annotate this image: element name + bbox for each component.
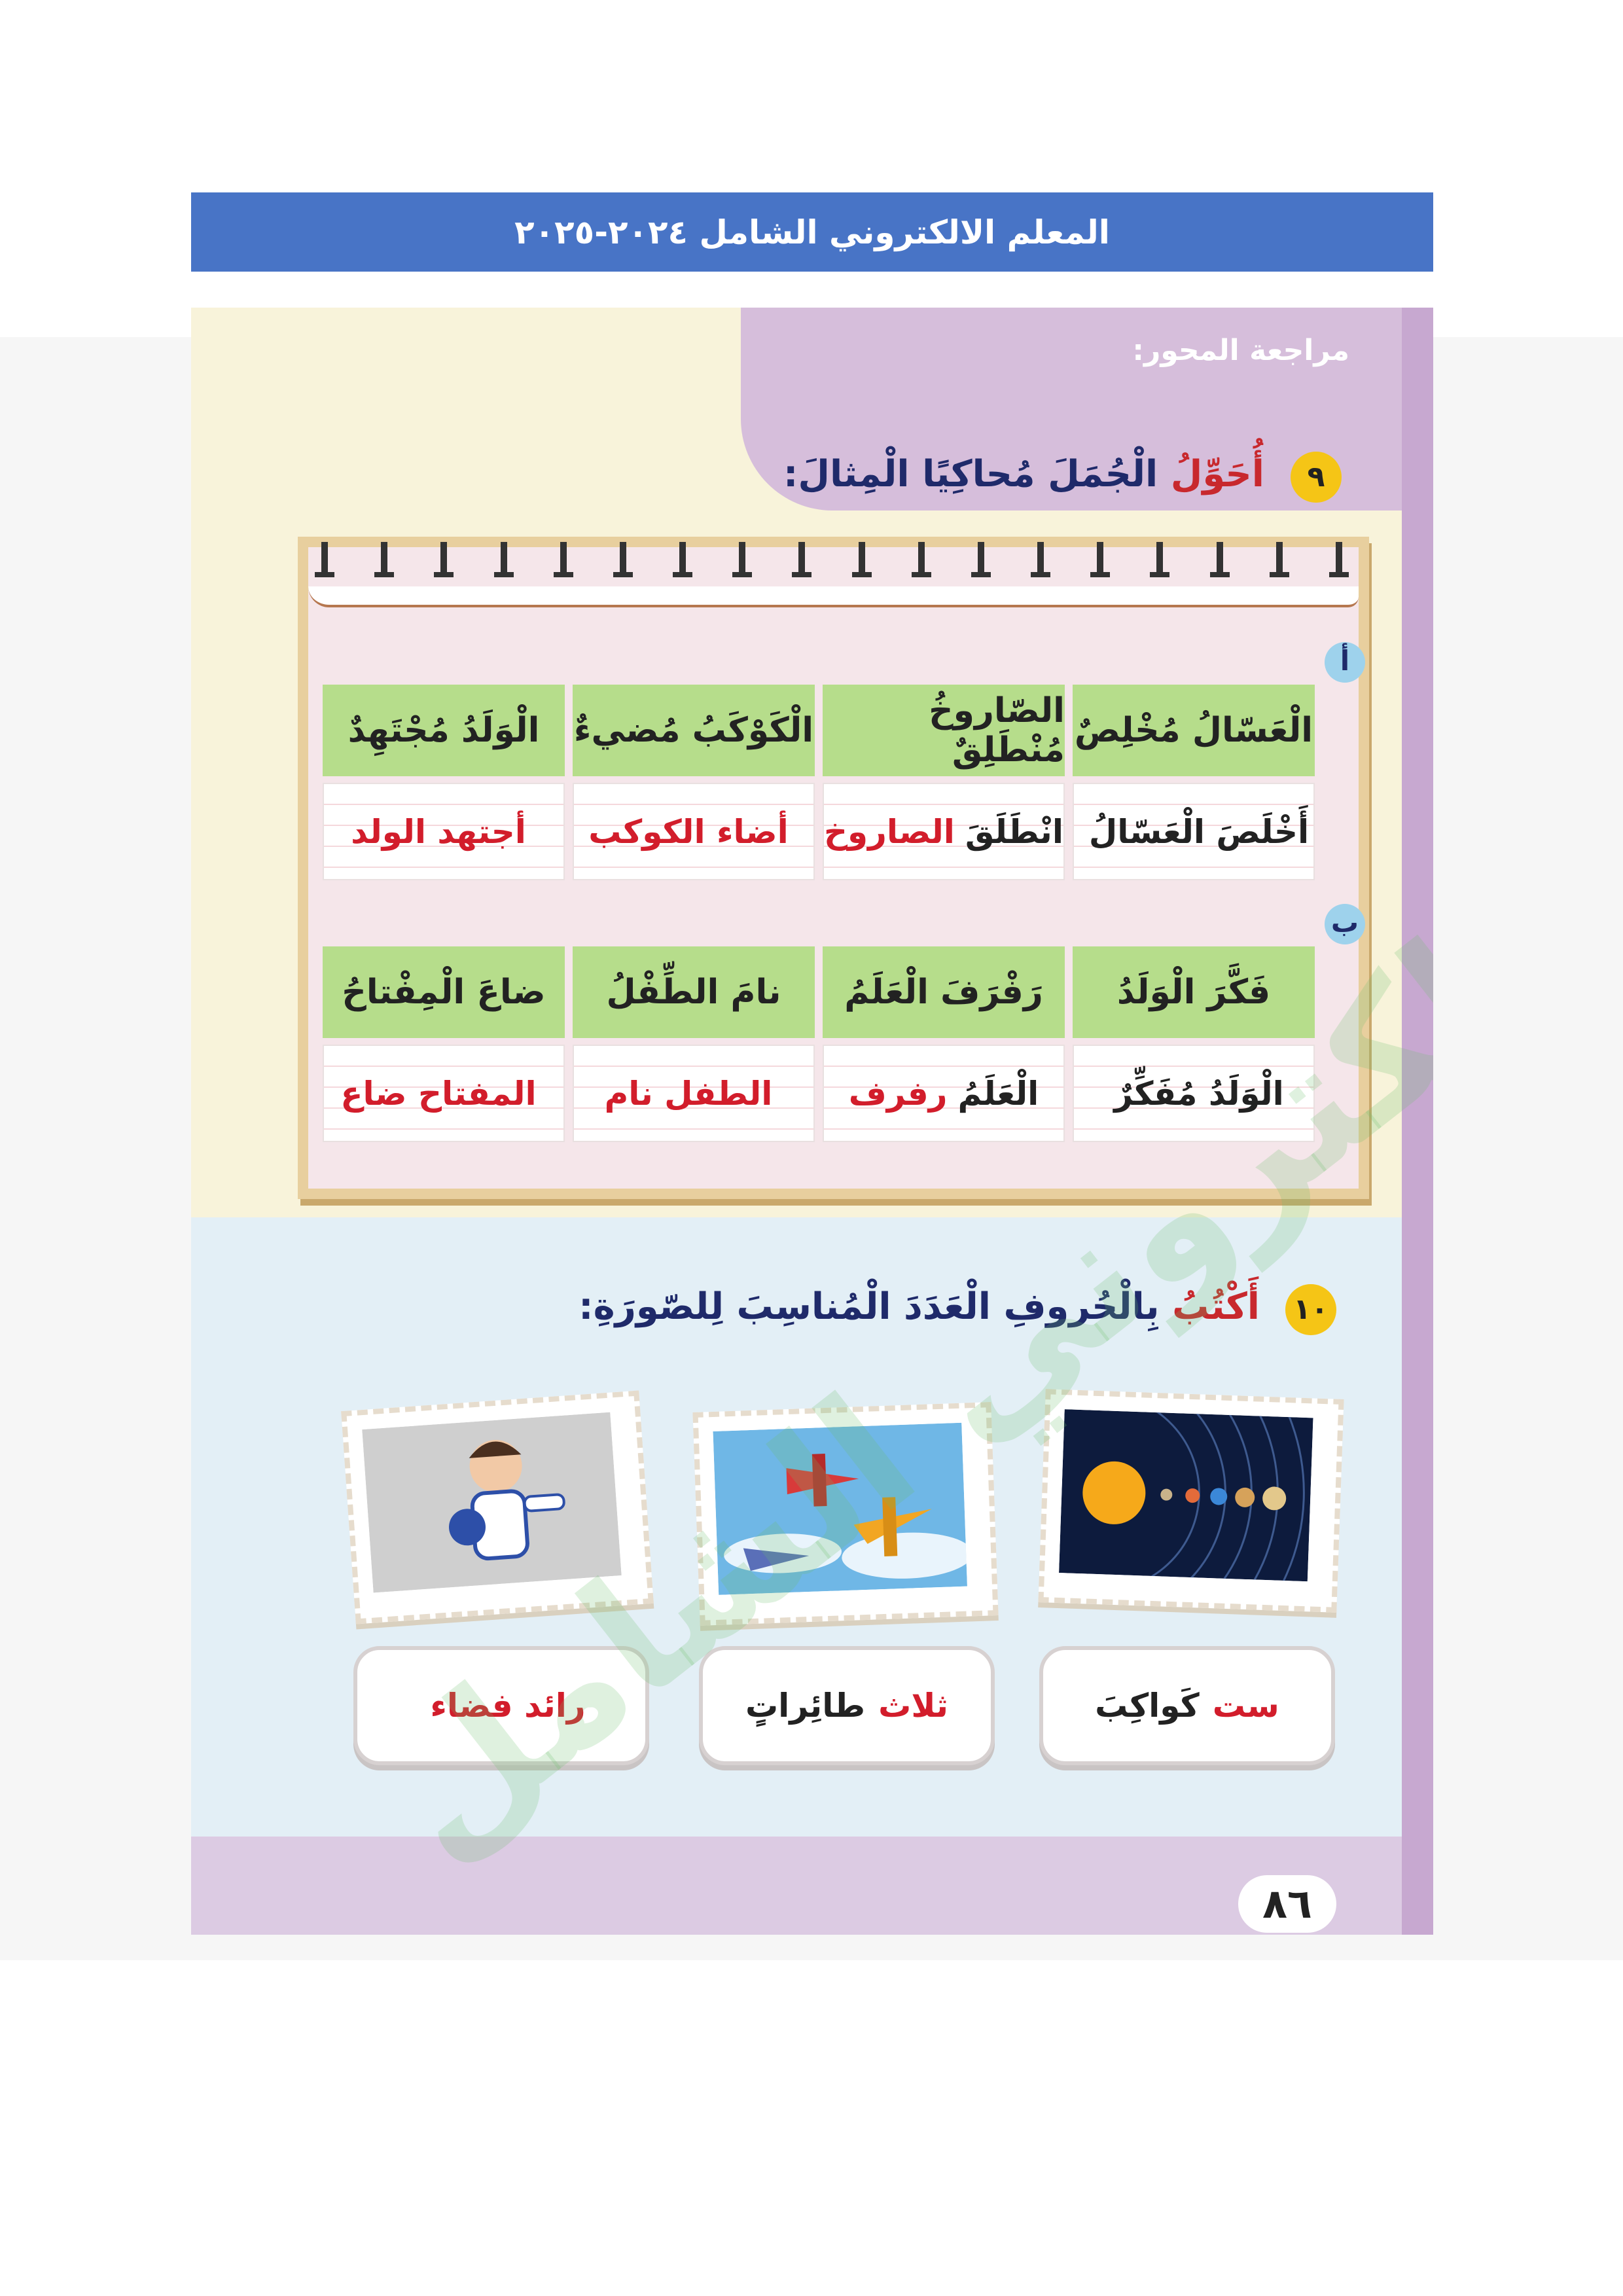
stamp-solar-system [1038,1389,1344,1613]
question-10-number: ١٠ [1285,1284,1336,1335]
given-sentence: نامَ الطِّفْلُ [573,946,815,1038]
question-9-number: ٩ [1291,452,1342,503]
answer-cell[interactable] [573,1045,815,1142]
answer-prefix: انْطَلَقَ [965,812,1063,851]
given-sentence: الْكَوْكَبُ مُضيءٌ [573,685,815,776]
answer-text: الطفل نام [604,1074,773,1113]
answer-text: أجتهد الولد [351,812,526,851]
textbook-page [191,308,1433,1935]
answer-prefix: الْعَلَمُ [957,1074,1039,1113]
notebook-rings [321,542,1342,581]
given-sentence: رَفْرَفَ الْعَلَمُ [823,946,1065,1038]
answer-text: رائد فضاء [430,1687,586,1725]
answer-text: أضاء الكوكب [588,812,789,851]
answer-cell[interactable] [823,783,1065,880]
answer-cell[interactable] [323,783,565,880]
footer-band [191,1837,1402,1935]
given-sentence: الْعَسّالُ مُخْلِصٌ [1073,685,1315,776]
answer-prefix: الْوَلَدُ مُفَكِّرٌ [1114,1074,1284,1113]
solar-system-image [1058,1409,1323,1592]
watermark: الالكتروني الشامل [343,789,1433,1895]
answer-text: المفتاح ضاع [340,1074,537,1113]
answer-box-planets[interactable] [1039,1646,1335,1765]
torn-paper-edge [308,586,1359,607]
answer-prefix: أَخْلَصَ الْعَسّالُ [1088,812,1310,851]
answer-text: ست [1212,1687,1279,1725]
chapter-title: مراجعة المحور: [1132,334,1349,367]
answer-cell[interactable] [323,1045,565,1142]
given-sentence: فَكَّرَ الْوَلَدُ [1073,946,1315,1038]
answer-text: ثلاث [878,1687,949,1725]
answer-cell[interactable] [823,1045,1065,1142]
question-10-verb: أَكْتُبُ [1172,1285,1260,1328]
question-9-verb: أُحَوِّلُ [1170,453,1264,495]
answer-noun: طائِراتٍ [745,1687,866,1725]
question-9-rest: الْجُمَلَ مُحاكِيًا الْمِثالَ: [783,453,1158,495]
question-9-text [783,453,1264,495]
header-banner [191,192,1433,272]
section-b-label: ب [1325,904,1365,944]
given-sentence: ضاعَ الْمِفْتاحُ [323,946,565,1038]
answer-text: رفرف [848,1074,948,1113]
answer-noun: كَواكِبَ [1095,1687,1200,1725]
section-a-grid [323,685,1315,880]
page-number: ٨٦ [1238,1875,1336,1933]
given-sentence: الْوَلَدُ مُجْتَهِدٌ [323,685,565,776]
answer-cell[interactable] [573,783,815,880]
question-10-rest: بِالْحُروفِ الْعَدَدَ الْمُناسِبَ لِلصّورَةِ: [579,1285,1160,1328]
section-a-label: أ [1325,642,1365,683]
given-sentence: الصّاروخُ مُنْطَلِقٌ [823,685,1065,776]
answer-text: الصاروخ [824,812,955,851]
banner-title: المعلم الالكتروني الشامل ٢٠٢٤-٢٠٢٥ [514,213,1110,251]
answer-cell[interactable] [1073,783,1315,880]
